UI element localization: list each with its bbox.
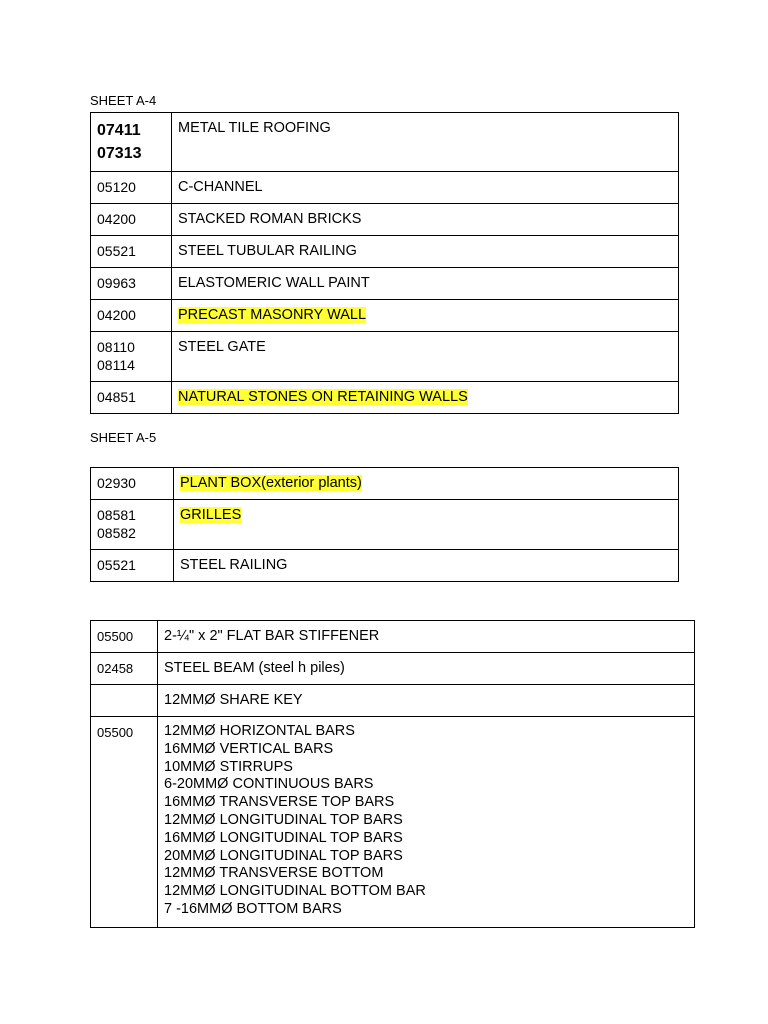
table-row: [91, 268, 679, 300]
spec-description: STEEL BEAM (steel h piles): [164, 660, 345, 676]
spec-description-highlighted: NATURAL STONES ON RETAINING WALLS: [178, 389, 468, 405]
spec-description-cell: [172, 300, 679, 332]
table-row: [91, 204, 679, 236]
spec-code: 05521: [97, 557, 136, 573]
table-row: [91, 172, 679, 204]
spec-description: C-CHANNEL: [178, 179, 263, 195]
spec-code-cell: [91, 382, 172, 414]
table-row: [91, 236, 679, 268]
spec-code-cell: [91, 685, 158, 717]
table-row: [91, 717, 695, 928]
spec-code: 07313: [97, 145, 142, 162]
spec-description-highlighted: PRECAST MASONRY WALL: [178, 307, 367, 323]
spec-description: STEEL GATE: [178, 339, 266, 355]
spec-description-cell: [174, 468, 679, 500]
spec-code-cell: [91, 468, 174, 500]
table-row: [91, 550, 679, 582]
sheet-a4-label: SHEET A-4: [90, 93, 157, 108]
rebar-spec-table: [90, 620, 695, 928]
sheet-a5-label: SHEET A-5: [90, 430, 157, 445]
spec-description-cell: [172, 172, 679, 204]
spec-description-cell: [174, 500, 679, 550]
spec-code-cell: [91, 113, 172, 172]
sheet-a5-table: [90, 467, 679, 582]
table-row: [91, 500, 679, 550]
spec-description: STEEL TUBULAR RAILING: [178, 243, 357, 259]
spec-code: 02458: [97, 661, 134, 676]
table-row: [91, 621, 695, 653]
table-row: [91, 685, 695, 717]
rebar-line: 12MMØ LONGITUDINAL BOTTOM BAR: [164, 883, 426, 900]
rebar-line: 12MMØ LONGITUDINAL TOP BARS: [164, 811, 403, 828]
rebar-line: 16MMØ TRANSVERSE TOP BARS: [164, 794, 395, 811]
table-row: [91, 382, 679, 414]
spec-description: STEEL RAILING: [180, 557, 288, 573]
table-row: [91, 332, 679, 382]
spec-code: 05500: [97, 725, 134, 740]
spec-code-cell: [91, 550, 174, 582]
spec-description: METAL TILE ROOFING: [178, 120, 331, 136]
spec-code: 08110: [97, 339, 135, 355]
spec-description: STACKED ROMAN BRICKS: [178, 211, 362, 227]
spec-code: 05500: [97, 629, 134, 644]
spec-code: 04851: [97, 389, 136, 405]
spec-description-highlighted: GRILLES: [180, 507, 242, 523]
spec-description-cell: [158, 717, 695, 928]
spec-description-cell: [172, 268, 679, 300]
rebar-line: 16MMØ VERTICAL BARS: [164, 740, 334, 757]
spec-code: 05521: [97, 243, 136, 259]
rebar-line: 20MMØ LONGITUDINAL TOP BARS: [164, 847, 403, 864]
spec-code-cell: [91, 268, 172, 300]
table-row: [91, 113, 679, 172]
spec-code: 02930: [97, 475, 136, 491]
spec-code: 04200: [97, 307, 136, 323]
spec-description: 12MMØ SHARE KEY: [164, 692, 303, 708]
spec-description-cell: [172, 204, 679, 236]
spec-description: ELASTOMERIC WALL PAINT: [178, 275, 370, 291]
spec-code-cell: [91, 300, 172, 332]
spec-code: 09963: [97, 275, 136, 291]
spec-code-cell: [91, 653, 158, 685]
rebar-line: 12MMØ HORIZONTAL BARS: [164, 723, 355, 739]
spec-code: 08114: [97, 357, 135, 373]
spec-code-cell: [91, 717, 158, 928]
rebar-line: 7 -16MMØ BOTTOM BARS: [164, 900, 342, 917]
spec-code-cell: [91, 332, 172, 382]
spec-code-cell: [91, 204, 172, 236]
spec-description-cell: [172, 382, 679, 414]
spec-description-cell: [172, 113, 679, 172]
spec-description-cell: [174, 550, 679, 582]
table-row: [91, 300, 679, 332]
spec-description: 2-¼" x 2" FLAT BAR STIFFENER: [164, 628, 380, 644]
rebar-line: 6-20MMØ CONTINUOUS BARS: [164, 776, 374, 793]
spec-code: 08581: [97, 507, 136, 523]
spec-code-cell: [91, 236, 172, 268]
spec-code-cell: [91, 172, 172, 204]
spec-description-cell: [158, 653, 695, 685]
spec-description-cell: [172, 332, 679, 382]
sheet-a4-table: [90, 112, 679, 414]
rebar-line: 10MMØ STIRRUPS: [164, 758, 293, 775]
rebar-line: 12MMØ TRANSVERSE BOTTOM: [164, 865, 384, 882]
spec-description-cell: [172, 236, 679, 268]
spec-description-highlighted: PLANT BOX(exterior plants): [180, 475, 362, 491]
spec-code: 08582: [97, 525, 136, 541]
rebar-line: 16MMØ LONGITUDINAL TOP BARS: [164, 829, 403, 846]
spec-code-cell: [91, 500, 174, 550]
spec-description-cell: [158, 621, 695, 653]
spec-code: 04200: [97, 211, 136, 227]
spec-code-cell: [91, 621, 158, 653]
spec-code: 05120: [97, 179, 136, 195]
table-row: [91, 653, 695, 685]
table-row: [91, 468, 679, 500]
spec-description-cell: [158, 685, 695, 717]
spec-code: 07411: [97, 122, 141, 139]
